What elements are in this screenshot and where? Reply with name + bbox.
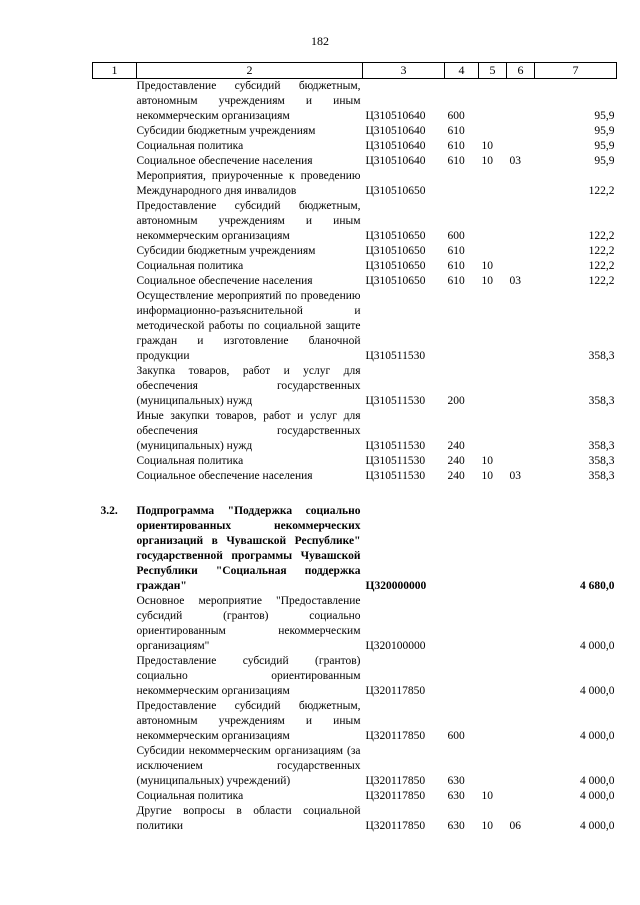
subsection	[507, 454, 535, 469]
item-name: Социальная политика	[136, 455, 244, 467]
row-number	[93, 154, 137, 169]
subsection: 06	[509, 820, 521, 832]
row-number	[93, 364, 137, 409]
row-number	[93, 594, 137, 654]
target-article-code: Ц310510650	[365, 185, 426, 197]
item-name: Предоставление субсидий бюджетным, автономным учреждениям и иным некоммерческим организациям	[136, 80, 361, 122]
row-number	[93, 124, 137, 139]
table-row	[93, 504, 617, 594]
table-row	[93, 789, 617, 804]
budget-table	[92, 62, 617, 834]
target-article-code: Ц310510650	[365, 230, 426, 242]
item-name: Социальное обеспечение населения	[136, 275, 313, 287]
subsection	[507, 244, 535, 259]
amount: 4 000,0	[580, 820, 615, 832]
item-name: Социальная политика	[136, 790, 244, 802]
section	[479, 124, 507, 139]
item-name: Мероприятия, приуроченные к проведению Международного дня инвалидов	[136, 170, 361, 197]
header-cell: 6	[507, 63, 535, 79]
expense-type: 630	[447, 775, 465, 787]
spacer-cell	[507, 484, 535, 504]
row-number	[93, 409, 137, 454]
amount: 122,2	[588, 245, 615, 257]
subsection	[507, 364, 535, 409]
spacer-row	[93, 484, 617, 504]
table-row	[93, 594, 617, 654]
target-article-code: Ц320100000	[365, 640, 426, 652]
table-row	[93, 259, 617, 274]
header-cell: 3	[363, 63, 445, 79]
target-article-code: Ц310511530	[365, 440, 426, 452]
section: 10	[481, 260, 493, 272]
expense-type: 240	[447, 470, 465, 482]
section: 10	[481, 455, 493, 467]
section: 10	[481, 140, 493, 152]
expense-type: 240	[447, 455, 465, 467]
subsection: 03	[509, 275, 521, 287]
row-number	[93, 199, 137, 244]
amount: 358,3	[588, 470, 615, 482]
target-article-code: Ц310511530	[365, 470, 426, 482]
amount: 95,9	[594, 125, 615, 137]
target-article-code: Ц310510650	[365, 275, 426, 287]
section	[479, 654, 507, 699]
amount: 358,3	[588, 395, 615, 407]
expense-type	[445, 504, 479, 594]
expense-type: 240	[447, 440, 465, 452]
section	[479, 169, 507, 199]
target-article-code: Ц310510640	[365, 140, 426, 152]
item-name: Социальное обеспечение населения	[136, 155, 313, 167]
target-article-code: Ц310510640	[365, 110, 426, 122]
item-name: Субсидии бюджетным учреждениям	[136, 125, 316, 137]
table-row	[93, 274, 617, 289]
header-cell: 2	[137, 63, 363, 79]
expense-type: 610	[447, 155, 465, 167]
expense-type: 610	[447, 260, 465, 272]
expense-type: 600	[447, 110, 465, 122]
target-article-code: Ц320117850	[365, 730, 426, 742]
table-row	[93, 454, 617, 469]
expense-type: 630	[447, 790, 465, 802]
table-row	[93, 744, 617, 789]
row-number	[93, 169, 137, 199]
target-article-code: Ц310511530	[365, 395, 426, 407]
item-name: Социальная политика	[136, 260, 244, 272]
subsection	[507, 139, 535, 154]
row-number	[93, 289, 137, 364]
row-number	[93, 804, 137, 834]
target-article-code: Ц320117850	[365, 685, 426, 697]
amount: 122,2	[588, 260, 615, 272]
row-number	[93, 139, 137, 154]
row-number	[93, 274, 137, 289]
expense-type: 200	[447, 395, 465, 407]
subsection	[507, 504, 535, 594]
spacer-cell	[535, 484, 617, 504]
row-number	[93, 244, 137, 259]
header-cell: 7	[535, 63, 617, 79]
row-number	[93, 654, 137, 699]
target-article-code: Ц320000000	[365, 580, 427, 592]
section	[479, 409, 507, 454]
subsection	[507, 199, 535, 244]
table-row	[93, 699, 617, 744]
subsection: 03	[509, 470, 521, 482]
amount: 95,9	[594, 140, 615, 152]
table-row	[93, 654, 617, 699]
page-number: 182	[311, 34, 329, 48]
section	[479, 289, 507, 364]
amount: 4 000,0	[580, 790, 615, 802]
subsection	[507, 654, 535, 699]
table-row	[93, 79, 617, 125]
section	[479, 199, 507, 244]
table-row	[93, 199, 617, 244]
target-article-code: Ц310511530	[365, 455, 426, 467]
section	[479, 744, 507, 789]
amount: 4 000,0	[580, 775, 615, 787]
target-article-code: Ц310511530	[365, 350, 426, 362]
section	[479, 504, 507, 594]
table-row	[93, 139, 617, 154]
subsection	[507, 289, 535, 364]
subsection	[507, 789, 535, 804]
row-number	[93, 744, 137, 789]
expense-type: 610	[447, 140, 465, 152]
header-cell: 1	[93, 63, 137, 79]
header-cell: 5	[479, 63, 507, 79]
section	[479, 244, 507, 259]
section: 10	[481, 470, 493, 482]
section	[479, 699, 507, 744]
expense-type: 600	[447, 230, 465, 242]
expense-type: 610	[447, 125, 465, 137]
row-number	[93, 789, 137, 804]
table-row	[93, 469, 617, 484]
subsection	[507, 124, 535, 139]
amount: 122,2	[588, 185, 615, 197]
section: 10	[481, 275, 493, 287]
row-number	[93, 469, 137, 484]
target-article-code: Ц320117850	[365, 820, 426, 832]
table-row	[93, 244, 617, 259]
spacer-cell	[445, 484, 479, 504]
item-name: Осуществление мероприятий по проведению информационно-разъяснительной и методической работы по социальной защите граждан и изготовление бланочной продукции	[136, 290, 361, 362]
amount: 4 000,0	[580, 640, 615, 652]
table-row	[93, 804, 617, 834]
section	[479, 594, 507, 654]
subsection	[507, 409, 535, 454]
item-name: Закупка товаров, работ и услуг для обеспечения государственных (муниципальных) нужд	[136, 365, 361, 407]
spacer-cell	[363, 484, 445, 504]
item-name: Предоставление субсидий (грантов) социально ориентированным некоммерческим организациям	[136, 655, 361, 697]
expense-type	[445, 594, 479, 654]
amount: 4 680,0	[580, 580, 615, 592]
amount: 358,3	[588, 455, 615, 467]
header-cell: 4	[445, 63, 479, 79]
target-article-code: Ц320117850	[365, 775, 426, 787]
row-number: 3.2.	[100, 505, 118, 517]
table-row	[93, 124, 617, 139]
spacer-cell	[137, 484, 363, 504]
expense-type: 600	[447, 730, 465, 742]
target-article-code: Ц310510640	[365, 125, 426, 137]
expense-type: 630	[447, 820, 465, 832]
item-name: Иные закупки товаров, работ и услуг для обеспечения государственных (муниципальных) нужд	[136, 410, 361, 452]
subsection	[507, 744, 535, 789]
subsection	[507, 169, 535, 199]
section: 10	[481, 790, 493, 802]
row-number	[93, 79, 137, 125]
amount: 122,2	[588, 275, 615, 287]
table-body	[93, 79, 617, 835]
item-name: Субсидии бюджетным учреждениям	[136, 245, 316, 257]
row-number	[93, 454, 137, 469]
table-row	[93, 289, 617, 364]
table-row	[93, 169, 617, 199]
table-row	[93, 409, 617, 454]
table-row	[93, 154, 617, 169]
section: 10	[481, 820, 493, 832]
expense-type: 610	[447, 275, 465, 287]
target-article-code: Ц310510640	[365, 155, 426, 167]
subsection	[507, 79, 535, 125]
subsection: 03	[509, 155, 521, 167]
target-article-code: Ц320117850	[365, 790, 426, 802]
expense-type	[445, 169, 479, 199]
amount: 122,2	[588, 230, 615, 242]
item-name: Основное мероприятие "Предоставление субсидий (грантов) социально ориентированным некоммерческим организациям"	[136, 595, 361, 652]
item-name: Другие вопросы в области социальной политики	[136, 805, 361, 832]
section	[479, 79, 507, 125]
target-article-code: Ц310510650	[365, 245, 426, 257]
amount: 95,9	[594, 110, 615, 122]
subsection	[507, 259, 535, 274]
amount: 358,3	[588, 350, 615, 362]
item-name: Субсидии некоммерческим организациям (за исключением государственных (муниципальных) учреждений)	[136, 745, 361, 787]
column-number-header	[93, 63, 617, 79]
section: 10	[481, 155, 493, 167]
spacer-cell	[479, 484, 507, 504]
expense-type: 610	[447, 245, 465, 257]
subsection	[507, 699, 535, 744]
expense-type	[445, 289, 479, 364]
spacer-cell	[93, 484, 137, 504]
item-name: Предоставление субсидий бюджетным, автономным учреждениям и иным некоммерческим организациям	[136, 200, 361, 242]
item-name: Подпрограмма "Поддержка социально ориентированных некоммерческих организаций в Чувашской Республике" государственной программы Чувашской Республики "Социальная поддержка граждан"	[136, 505, 361, 592]
row-number	[93, 259, 137, 274]
amount: 95,9	[594, 155, 615, 167]
amount: 358,3	[588, 440, 615, 452]
row-number	[93, 699, 137, 744]
table-row	[93, 364, 617, 409]
item-name: Предоставление субсидий бюджетным, автономным учреждениям и иным некоммерческим организациям	[136, 700, 361, 742]
item-name: Социальная политика	[136, 140, 244, 152]
item-name: Социальное обеспечение населения	[136, 470, 313, 482]
target-article-code: Ц310510650	[365, 260, 426, 272]
amount: 4 000,0	[580, 730, 615, 742]
section	[479, 364, 507, 409]
amount: 4 000,0	[580, 685, 615, 697]
expense-type	[445, 654, 479, 699]
subsection	[507, 594, 535, 654]
